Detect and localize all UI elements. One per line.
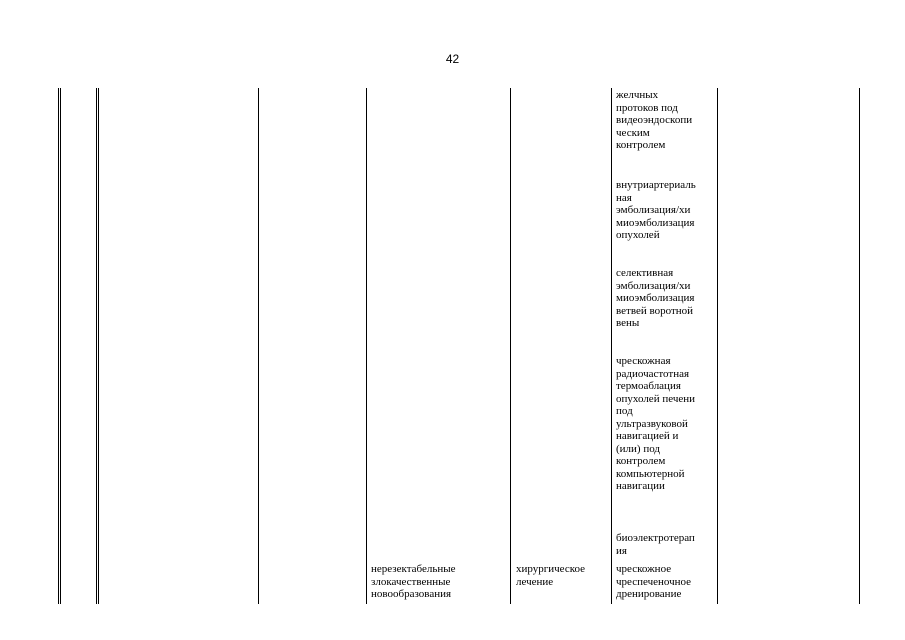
column-divider-4 <box>366 88 367 604</box>
column-divider-2 <box>98 88 99 604</box>
cell-line: компьютерной <box>616 467 685 480</box>
cell-line: злокачественные <box>371 575 451 588</box>
cell-line: протоков под <box>616 101 678 114</box>
page-number: 42 <box>445 52 460 66</box>
cell-line: дренирование <box>616 588 682 600</box>
cell-line: новообразования <box>371 588 452 600</box>
cell-line: ультразвуковой <box>616 417 688 430</box>
cell-line: навигацией и <box>616 430 679 442</box>
cell-line: видеоэндоскопи <box>616 114 693 126</box>
method-paragraph-1 <box>616 89 692 152</box>
cell-line: чрескожная <box>616 355 671 367</box>
cell-line: лечение <box>516 575 554 588</box>
column-divider-3 <box>258 88 259 604</box>
cell-line: радиочастотная <box>616 367 690 380</box>
cell-line: эмболизация/хи <box>616 279 691 292</box>
cell-condition <box>371 563 456 601</box>
cell-line: навигации <box>616 480 665 492</box>
column-divider-1 <box>96 88 97 604</box>
cell-line: хирургическое <box>516 563 586 575</box>
cell-line: (или) под <box>616 442 661 455</box>
cell-line: чреспеченочное <box>616 575 692 588</box>
table-border-left-inner <box>60 88 61 604</box>
cell-line: вены <box>616 317 640 329</box>
method-paragraph-4 <box>616 355 695 493</box>
cell-line: ная <box>616 191 632 204</box>
cell-line: биоэлектротерап <box>616 532 695 544</box>
cell-treatment-type <box>516 563 585 588</box>
table-border-right <box>859 88 860 604</box>
cell-line: ия <box>616 544 627 557</box>
cell-line: под <box>616 405 633 417</box>
cell-line: эмболизация/хи <box>616 204 691 216</box>
cell-line: контролем <box>616 455 666 467</box>
cell-line: опухолей <box>616 229 660 241</box>
cell-line: чрескожное <box>616 563 672 575</box>
cell-line: миоэмболизация <box>616 292 695 304</box>
method-paragraph-5 <box>616 532 695 557</box>
cell-line: контролем <box>616 139 666 151</box>
table-border-left-outer <box>58 88 59 604</box>
cell-line: опухолей печени <box>616 392 696 405</box>
cell-line: селективная <box>616 267 674 279</box>
method-paragraph-2 <box>616 179 696 242</box>
cell-line: желчных <box>616 89 659 101</box>
cell-line: нерезектабельные <box>371 563 456 575</box>
cell-line: термоаблация <box>616 380 681 392</box>
cell-line: ческим <box>616 126 650 139</box>
cell-line: ветвей воротной <box>616 304 694 317</box>
column-divider-6 <box>611 88 612 604</box>
cell-line: миоэмболизация <box>616 216 695 229</box>
cell-line: внутриартериаль <box>616 179 696 191</box>
column-divider-5 <box>510 88 511 604</box>
method-paragraph-3 <box>616 267 694 330</box>
method-paragraph-6 <box>616 563 691 601</box>
column-divider-7 <box>717 88 718 604</box>
